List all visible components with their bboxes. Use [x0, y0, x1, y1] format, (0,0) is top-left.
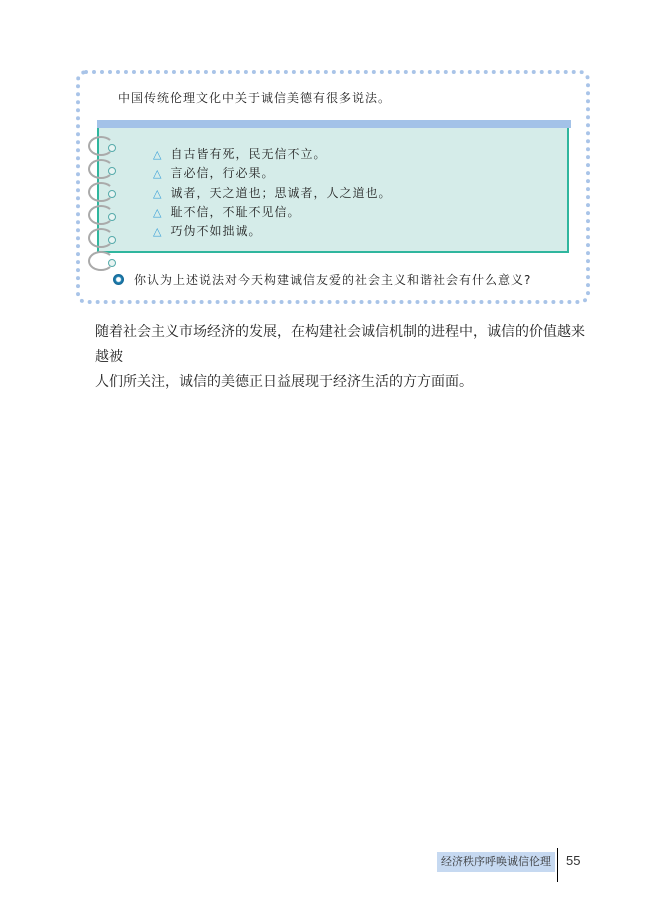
triangle-icon: △ — [153, 186, 163, 200]
triangle-icon: △ — [153, 148, 163, 161]
page-number: 55 — [566, 853, 581, 868]
spiral-binding-icon — [88, 136, 114, 274]
list-item: △ 言必信，行必果。 — [153, 166, 275, 181]
saying-list — [153, 145, 391, 241]
list-item: △ 自古皆有死，民无信不立。 — [153, 147, 327, 161]
body-paragraph: 随着社会主义市场经济的发展，在构建社会诚信机制的进程中，诚信的价值越来越被 人们所关注，诚信的美德正日益展现于经济生活的方方面面。 — [95, 324, 585, 390]
chapter-title: 经济秩序呼唤诚信伦理 — [437, 852, 555, 872]
discussion-question: 你认为上述说法对今天构建诚信友爱的社会主义和谐社会有什么意义? — [113, 271, 531, 288]
notebook-header-bar — [97, 120, 571, 128]
activity-intro: 中国传统伦理文化中关于诚信美德有很多说法。 — [118, 91, 392, 105]
triangle-icon: △ — [153, 167, 163, 181]
list-item: △ 巧伪不如拙诚。 — [153, 224, 262, 239]
list-item: △ 诚者，天之道也；思诚者，人之道也。 — [153, 185, 392, 200]
triangle-icon: △ — [153, 225, 163, 239]
list-item: △ 耻不信，不耻不见信。 — [153, 204, 301, 219]
triangle-icon: △ — [153, 205, 163, 219]
question-bullet-icon — [113, 274, 124, 285]
footer-divider — [557, 848, 558, 882]
